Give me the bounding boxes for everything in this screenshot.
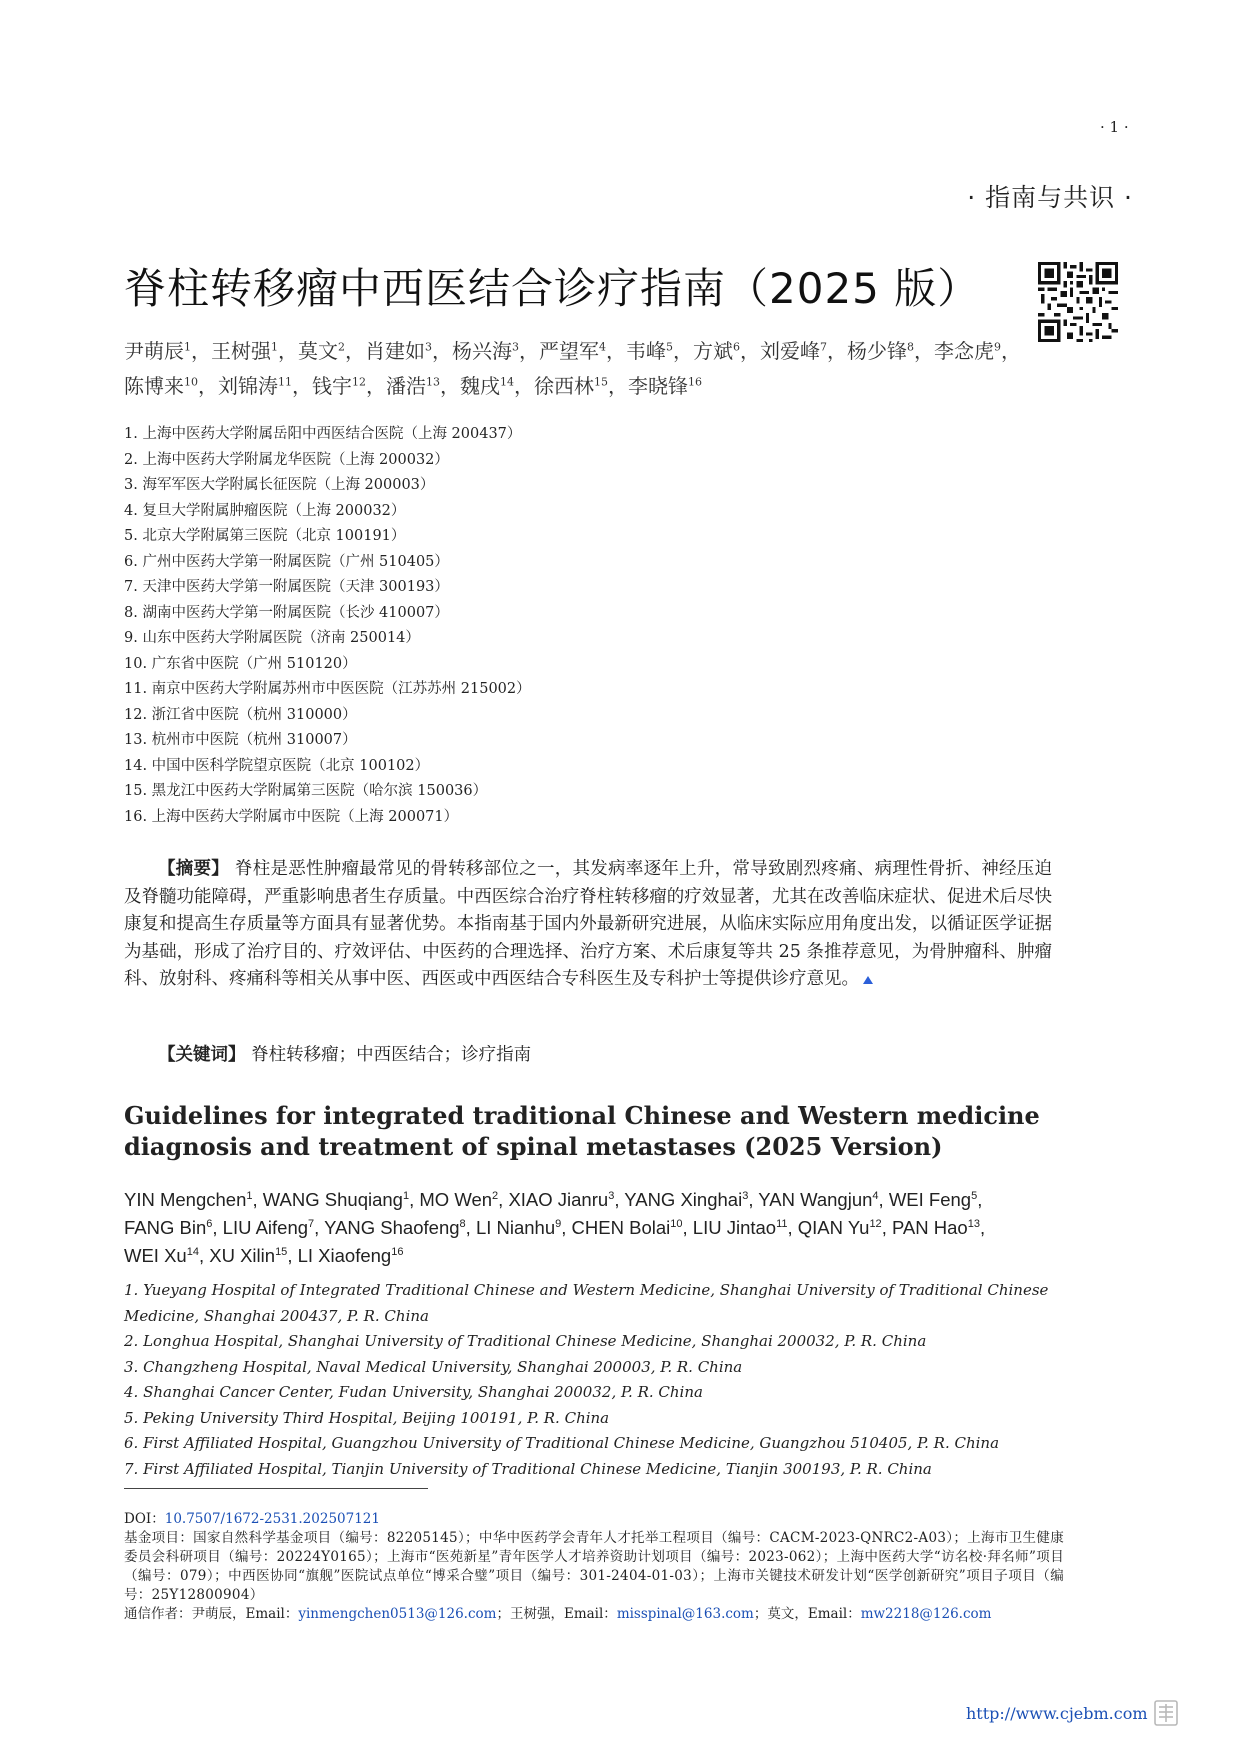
- author-name: 刘锦涛: [218, 374, 278, 398]
- author: [460, 374, 514, 398]
- author: [760, 339, 827, 363]
- author-affiliation-mark: 10: [670, 1217, 683, 1230]
- author: [889, 1189, 977, 1210]
- abstract-label: 【摘要】: [158, 859, 230, 879]
- affiliation-item: 10. 广东省中医院（广州 510120）: [124, 655, 357, 672]
- affiliation-item: 4. Shanghai Cancer Center, Fudan University, Shanghai 200032, P. R. China: [124, 1383, 703, 1401]
- author-affiliation-mark: 9: [555, 1217, 562, 1230]
- author-affiliation-mark: 5: [666, 340, 673, 354]
- author-name: 方斌: [693, 339, 733, 363]
- author-affiliation-mark: 8: [907, 340, 914, 354]
- author-name: YANG Xinghai: [624, 1189, 743, 1210]
- author-affiliation-mark: 15: [275, 1245, 288, 1258]
- author-name: 莫文: [298, 339, 338, 363]
- author-affiliation-mark: 5: [971, 1189, 978, 1202]
- affiliation-item: 3. 海军军医大学附属长征医院（上海 200003）: [124, 477, 435, 493]
- author: [693, 1217, 788, 1238]
- authors-en: YIN Mengchen$^1$, WANG Shuqiang$^1$, MO Wen$^2$, XIAO Jianru$^3$, YANG Xinghai$^3$, YAN Wangjun$^4$, WEI Feng$^5$, FANG Bin$^6$, LIU Aifeng$^7$, YANG Shaofeng$^8$, LI Nianhu$^9$, CHEN Bolai$^{10}$, LIU Jintao$^{11}$, QIAN Yu$^{12}$, PAN Hao$^{13}$, WEI Xu$^{14}$, XU Xilin$^{15}$, LI Xiaofeng$^{16}$: [124, 1189, 986, 1266]
- affiliation-item: 6. 广州中医药大学第一附属医院（广州 510405）: [124, 553, 449, 570]
- affiliation-item: 2. 上海中医药大学附属龙华医院（上海 200032）: [124, 451, 449, 468]
- author: [626, 339, 673, 363]
- author: [124, 1217, 212, 1238]
- affiliation-item: 12. 浙江省中医院（杭州 310000）: [124, 706, 357, 723]
- affiliation-item: 7. 天津中医药大学第一附属医院（天津 300193）: [124, 579, 449, 595]
- author-name: WANG Shuqiang: [262, 1189, 403, 1210]
- doi-line: [124, 1510, 1064, 1529]
- author-affiliation-mark: 2: [492, 1189, 499, 1202]
- author-name: 严望军: [539, 339, 599, 363]
- author-affiliation-mark: 14: [500, 375, 514, 389]
- author-affiliation-mark: 3: [425, 340, 432, 354]
- author-name: LIU Aifeng: [222, 1217, 309, 1238]
- author-affiliation-mark: 10: [184, 375, 198, 389]
- author-name: 钱宇: [312, 374, 352, 398]
- author: [539, 339, 606, 363]
- author-name: LI Xiaofeng: [297, 1245, 392, 1266]
- author-affiliation-mark: 4: [872, 1189, 879, 1202]
- author: [365, 339, 432, 363]
- keywords-text: 脊柱转移瘤；中西医结合；诊疗指南: [251, 1045, 532, 1065]
- title-en: Guidelines for integrated traditional Chinese and Western medicine diagnosis and treatment of spinal metastases (2025 Version): [124, 1101, 1040, 1161]
- authors-cn: 尹萌辰$^1$，王树强$^1$，莫文$^2$，肖建如$^3$，杨兴海$^3$，严望军$^4$，韦峰$^5$，方斌$^6$，刘爱峰$^7$，杨少锋$^8$，李念虎$^9$，陈博来$^{10}$，刘锦涛$^{11}$，钱宇$^{12}$，潘浩$^{13}$，魏戌$^{14}$，徐西林$^{15}$，李晓锋$^{16}$: [124, 339, 1021, 398]
- affiliation-item: 5. Peking University Third Hospital, Beijing 100191, P. R. China: [124, 1408, 610, 1427]
- author-affiliation-mark: 9: [994, 340, 1001, 354]
- affiliations-en: [124, 1278, 1064, 1482]
- author-name: 潘浩: [386, 374, 426, 398]
- author: [124, 374, 198, 398]
- affiliation-item: 1. 上海中医药大学附属岳阳中西医结合医院（上海 200437）: [124, 426, 522, 442]
- author: [298, 1245, 404, 1266]
- abstract-text: 脊柱是恶性肿瘤最常见的骨转移部位之一，其发病率逐年上升，常导致剧烈疼痛、病理性骨折、神经压迫及脊髓功能障碍，严重影响患者生存质量。中西医综合治疗脊柱转移瘤的疗效显著，尤其在改善临床症状、促进术后尽快康复和提高生存质量等方面具有显著优势。本指南基于国内外最新研究进展，从临床实际应用角度出发，以循证医学证据为基础，形成了治疗目的、疗效评估、中医药的合理选择、治疗方案、术后康复等共 25 条推荐意见，为骨肿瘤科、肿瘤科、放射科、疼痛科等相关从事中医、西医或中西医结合专科医生及专科护士等提供诊疗意见。: [124, 859, 1052, 989]
- keywords-label: 【关键词】: [158, 1045, 246, 1065]
- affiliation-item: 5. 北京大学附属第三医院（北京 100191）: [124, 528, 406, 544]
- affiliations-cn: [124, 422, 531, 830]
- author-name: FANG Bin: [124, 1217, 207, 1238]
- author-name: XIAO Jianru: [508, 1189, 609, 1210]
- author: [211, 339, 278, 363]
- author-name: LIU Jintao: [692, 1217, 777, 1238]
- author-name: 韦峰: [626, 339, 666, 363]
- funding-text: 基金项目：国家自然科学基金项目（编号：82205145）；中华中医药学会青年人才托举工程项目（编号：CACM-2023-QNRC2-A03）；上海市卫生健康委员会科研项目（编号：20224Y0165）；上海市“医苑新星”青年医学人才培养资助计划项目（编号：2023-062）；上海中医药大学“访名校·拜名师”项目（编号：079）；中西医协同“旗舰”医院试点单位“博采合璧”项目（编号：301-2404-01-03）；上海市关键技术研发计划“医学创新研究”项目子项目（编号：25Y12800904）: [124, 1530, 1064, 1603]
- corr-mid-2: ；莫文，Email：: [753, 1606, 861, 1622]
- author: [508, 1189, 614, 1210]
- section-label: · 指南与共识 ·: [967, 183, 1133, 212]
- author: [124, 1245, 199, 1266]
- corr-prefix: 通信作者：尹萌辰，Email：: [124, 1606, 299, 1622]
- author-affiliation-mark: 13: [967, 1217, 980, 1230]
- author-name: MO Wen: [419, 1189, 493, 1210]
- author: [452, 339, 519, 363]
- affiliation-item: 8. 湖南中医药大学第一附属医院（长沙 410007）: [124, 604, 449, 621]
- author: [693, 339, 740, 363]
- doi-label: DOI：: [124, 1511, 165, 1527]
- author: [312, 374, 366, 398]
- author-name: 魏戌: [460, 374, 500, 398]
- affiliation-item: 9. 山东中医药大学附属医院（济南 250014）: [124, 630, 420, 646]
- author: [419, 1189, 498, 1210]
- doi-link[interactable]: 10.7507/1672-2531.202507121: [164, 1511, 380, 1527]
- author-affiliation-mark: 11: [278, 375, 292, 389]
- author: [386, 374, 440, 398]
- affiliation-item: 14. 中国中医科学院望京医院（北京 100102）: [124, 757, 430, 774]
- author-name: WEI Xu: [124, 1245, 187, 1266]
- author: [892, 1217, 980, 1238]
- email-link-1[interactable]: yinmengchen0513@126.com: [298, 1606, 497, 1622]
- affiliation-item: 13. 杭州市中医院（杭州 310007）: [124, 732, 357, 748]
- corr-mid-1: ；王树强，Email：: [496, 1606, 617, 1622]
- author: [218, 374, 292, 398]
- author-affiliation-mark: 11: [776, 1217, 788, 1230]
- affiliation-item: 6. First Affiliated Hospital, Guangzhou University of Traditional Chinese Medicine, Guangzhou 510405, P. R. China: [124, 1434, 1000, 1452]
- author-affiliation-mark: 2: [338, 340, 345, 354]
- affiliation-item: 16. 上海中医药大学附属市中医院（上海 200071）: [124, 808, 459, 825]
- author-affiliation-mark: 1: [184, 340, 191, 354]
- website-link[interactable]: http://www.cjebm.com: [966, 1704, 1148, 1723]
- author-affiliation-mark: 12: [869, 1217, 882, 1230]
- author-name: 李晓锋: [628, 374, 688, 398]
- author-affiliation-mark: 1: [402, 1189, 410, 1202]
- author: [476, 1217, 561, 1238]
- abstract: [124, 856, 1052, 994]
- author-name: CHEN Bolai: [571, 1217, 671, 1238]
- author: [324, 1217, 466, 1238]
- author-name: 杨少锋: [847, 339, 907, 363]
- correspondence: [124, 1605, 1064, 1624]
- footnotes: [124, 1510, 1064, 1624]
- author-name: WEI Feng: [888, 1189, 972, 1210]
- author-name: YIN Mengchen: [124, 1189, 247, 1210]
- email-link-3[interactable]: mw2218@126.com: [860, 1606, 992, 1622]
- author: [847, 339, 914, 363]
- author-affiliation-mark: 6: [206, 1217, 213, 1230]
- author: [263, 1189, 409, 1210]
- author: [934, 339, 1001, 363]
- author-affiliation-mark: 3: [742, 1189, 749, 1202]
- author-affiliation-mark: 7: [308, 1217, 315, 1230]
- author: [628, 374, 702, 398]
- author-name: 李念虎: [934, 339, 994, 363]
- author-affiliation-mark: 3: [608, 1189, 615, 1202]
- author: [124, 339, 191, 363]
- author-affiliation-mark: 3: [512, 340, 519, 354]
- author-affiliation-mark: 1: [271, 340, 278, 354]
- author: [298, 339, 345, 363]
- author-affiliation-mark: 15: [594, 375, 608, 389]
- author-affiliation-mark: 7: [820, 340, 827, 354]
- author: [798, 1217, 882, 1238]
- author-affiliation-mark: 16: [391, 1245, 404, 1258]
- author-name: YANG Shaofeng: [324, 1217, 460, 1238]
- affiliation-item: 7. First Affiliated Hospital, Tianjin University of Traditional Chinese Medicine, Tianjin 300193, P. R. China: [124, 1459, 932, 1478]
- author-name: YAN Wangjun: [758, 1189, 873, 1210]
- author-name: 肖建如: [365, 339, 425, 363]
- footnote-divider: [124, 1488, 428, 1489]
- author-affiliation-mark: 6: [733, 340, 740, 354]
- author: [758, 1189, 878, 1210]
- affiliation-item: 11. 南京中医药大学附属苏州市中医医院（江苏苏州 215002）: [124, 681, 531, 697]
- author-affiliation-mark: 12: [352, 375, 366, 389]
- author: [534, 374, 608, 398]
- affiliation-item: 1. Yueyang Hospital of Integrated Traditional Chinese and Western Medicine, Shanghai University of Traditional Chinese Medicine, Shanghai 200437, P. R. China: [124, 1281, 1049, 1325]
- affiliation-item: 4. 复旦大学附属肿瘤医院（上海 200032）: [124, 502, 406, 519]
- keywords: [158, 1041, 531, 1066]
- page-number: · 1 ·: [1100, 118, 1129, 136]
- author-name: 陈博来: [124, 374, 184, 398]
- email-link-2[interactable]: misspinal@163.com: [616, 1606, 754, 1622]
- qr-code-icon[interactable]: [1038, 262, 1118, 342]
- journal-logo-icon: [1152, 1698, 1180, 1728]
- author: [209, 1245, 287, 1266]
- author: [624, 1189, 748, 1210]
- author-affiliation-mark: 13: [426, 375, 440, 389]
- author-name: 杨兴海: [452, 339, 512, 363]
- author-affiliation-mark: 1: [246, 1189, 253, 1202]
- author-name: XU Xilin: [209, 1245, 276, 1266]
- author-affiliation-mark: 14: [186, 1245, 199, 1258]
- author: [572, 1217, 683, 1238]
- affiliation-item: 3. Changzheng Hospital, Naval Medical University, Shanghai 200003, P. R. China: [124, 1357, 743, 1376]
- author-name: LI Nianhu: [475, 1217, 556, 1238]
- author-affiliation-mark: 4: [599, 340, 606, 354]
- author-name: PAN Hao: [891, 1217, 968, 1238]
- affiliation-item: 2. Longhua Hospital, Shanghai University of Traditional Chinese Medicine, Shanghai 200032, P. R. China: [124, 1332, 927, 1350]
- author: [124, 1189, 253, 1210]
- author-name: 王树强: [211, 339, 271, 363]
- affiliation-item: 15. 黑龙江中医药大学附属第三医院（哈尔滨 150036）: [124, 783, 488, 799]
- author-name: 徐西林: [534, 374, 594, 398]
- edit-marker-icon[interactable]: [863, 976, 873, 984]
- author-affiliation-mark: 16: [688, 375, 702, 389]
- author-name: QIAN Yu: [797, 1217, 870, 1238]
- author-name: 尹萌辰: [124, 339, 184, 363]
- author-name: 刘爱峰: [760, 339, 820, 363]
- title-cn: 脊柱转移瘤中西医结合诊疗指南（2025 版）: [124, 264, 981, 313]
- author-affiliation-mark: 8: [459, 1217, 466, 1230]
- author: [223, 1217, 315, 1238]
